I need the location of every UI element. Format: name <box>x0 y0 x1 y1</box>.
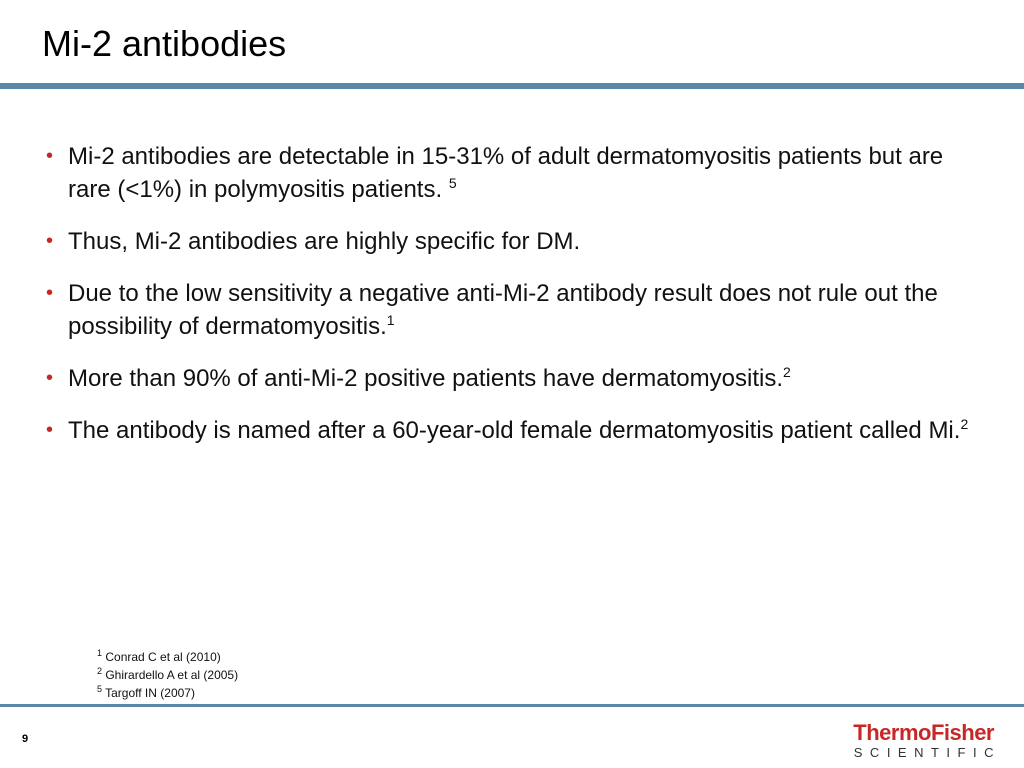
citation-superscript: 5 <box>448 175 457 191</box>
logo-subtitle: SCIENTIFIC <box>853 745 1001 760</box>
reference-item <box>97 684 238 702</box>
logo-wordmark: ThermoFisher <box>853 720 994 745</box>
bullet-marker: • <box>46 230 54 252</box>
bullet-list <box>42 140 972 466</box>
bullet-item <box>42 277 972 343</box>
bullet-item <box>42 414 972 447</box>
bullet-marker: • <box>46 419 54 441</box>
citation-superscript: 1 <box>386 312 395 328</box>
references <box>97 648 238 702</box>
bullet-item <box>42 140 972 206</box>
title-divider <box>0 83 1024 89</box>
bullet-text: Due to the low sensitivity a negative anti-Mi-2 antibody result does not rule out the possibility of dermatomyositis. <box>68 280 938 340</box>
bullet-marker: • <box>46 282 54 304</box>
reference-number: 2 <box>97 666 103 676</box>
reference-item <box>97 648 238 666</box>
citation-superscript: 2 <box>783 364 791 380</box>
page-number: 9 <box>22 733 29 745</box>
bullet-text: Mi-2 antibodies are detectable in 15-31% of adult dermatomyositis patients but are rare (<1%) in polymyositis patients. <box>68 143 944 203</box>
reference-number: 1 <box>97 648 103 658</box>
reference-text: Ghirardello A et al (2005) <box>102 668 239 682</box>
reference-item <box>97 666 238 684</box>
reference-text: Targoff IN (2007) <box>102 686 195 700</box>
bullet-item <box>42 225 972 258</box>
thermo-fisher-logo <box>853 720 1001 762</box>
citation-superscript: 2 <box>960 416 969 432</box>
reference-number: 5 <box>97 684 103 694</box>
bullet-marker: • <box>46 145 54 167</box>
bullet-item <box>42 362 972 395</box>
reference-text: Conrad C et al (2010) <box>102 650 221 664</box>
bullet-marker: • <box>46 367 54 389</box>
bullet-text: Thus, Mi-2 antibodies are highly specific for DM. <box>68 228 581 255</box>
footer-divider <box>0 704 1024 707</box>
slide-title: Mi-2 antibodies <box>42 23 287 64</box>
bullet-text: More than 90% of anti-Mi-2 positive patients have dermatomyositis. <box>68 365 783 392</box>
bullet-text: The antibody is named after a 60-year-old female dermatomyositis patient called Mi. <box>68 417 961 444</box>
